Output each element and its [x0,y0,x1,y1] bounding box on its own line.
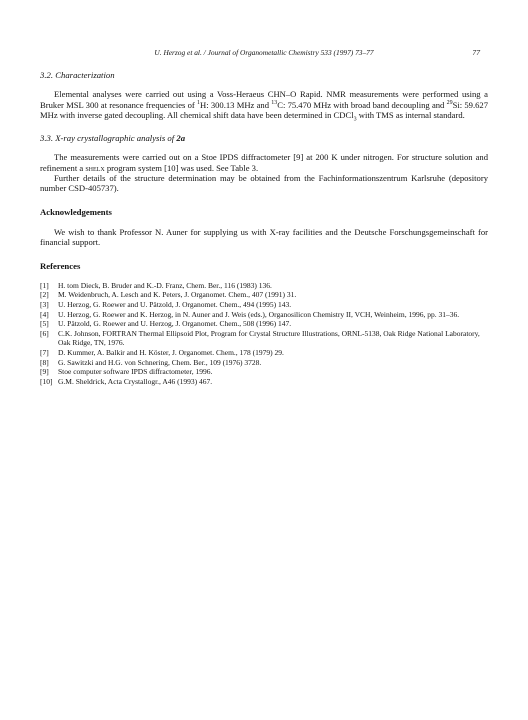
reference-item: [8] G. Sawitzki and H.G. von Schnering, Chem. Ber., 109 (1976) 3728. [40,357,262,367]
reference-item: [10] G.M. Sheldrick, Acta Crystallogr., A46 (1993) 467. [40,376,213,386]
article-body [40,70,488,386]
reference-item: [7] D. Kummer, A. Balkir and H. Köster, J. Organomet. Chem., 178 (1979) 29. [40,348,284,358]
reference-item: [4] U. Herzog, G. Roewer and K. Herzog, in N. Auner and J. Weis (eds.), Organosilicon Chemistry II, VCH, Weinheim, 1996, pp. 31–36. [40,309,460,319]
reference-item: [1] H. tom Dieck, B. Bruder and K.-D. Franz, Chem. Ber., 116 (1983) 136. [40,280,272,290]
reference-item: [9] Stoe computer software IPDS diffractometer, 1996. [40,367,213,377]
acknowledgements-heading: Acknowledgements [40,206,112,217]
section-title-xray: 3.3. X-ray crystallographic analysis of 2a [40,133,186,144]
acknowledgements-text: We wish to thank Professor N. Auner for supplying us with X-ray facilities and the Deutsche Forschungsgemeinschaft for financial support. [40,226,488,248]
xray-paragraph-measurements: The measurements were carried out on a Stoe IPDS diffractometer [9] at 200 K under nitrogen. For structure solution and refinement a shelx program system [10] was used. See Table 3. [40,152,488,173]
acknowledgements-section [40,207,488,248]
reference-item: [3] U. Herzog, G. Roewer and U. Pätzold, J. Organomet. Chem., 494 (1995) 143. [40,300,292,310]
reference-item: [2] M. Weidenbruch, A. Lesch and K. Peters, J. Organomet. Chem., 407 (1991) 31. [40,290,297,300]
running-head: U. Herzog et al. / Journal of Organometallic Chemistry 533 (1997) 73–77 [154,48,374,57]
section-title-characterization: 3.2. Characterization [40,70,115,80]
references-list [40,281,488,387]
reference-item: [6] C.K. Johnson, FORTRAN Thermal Ellipsoid Plot, Program for Crystal Structure Illustrations, ORNL-5138, Oak Ridge National Laboratory, Oak Ridge, TN, 1976. [40,328,480,348]
references-section [40,261,488,387]
characterization-section [40,70,489,123]
xray-section [40,133,488,193]
characterization-paragraph: Elemental analyses were carried out using a Voss-Heraeus CHN–O Rapid. NMR measurements were performed using a Bruker MSL 300 at resonance frequencies of $^1$H: 300.13 MHz and $^{13}$C: 75.470 MHz with broad band decoupling and $^{29}$Si: 59.627 MHz with inverse gated decoupling. All chemical shift data have been determined in CDCl$_3$ with TMS as internal standard. [40,89,489,123]
references-heading: References [40,260,81,271]
page-number: 77 [472,48,480,57]
reference-item: [5] U. Pätzold, G. Roewer and U. Herzog, J. Organomet. Chem., 508 (1996) 147. [40,319,292,329]
xray-paragraph-deposition: Further details of the structure determination may be obtained from the Fachinformationszentrum Karlsruhe (depository number CSD-405737). [40,173,488,194]
